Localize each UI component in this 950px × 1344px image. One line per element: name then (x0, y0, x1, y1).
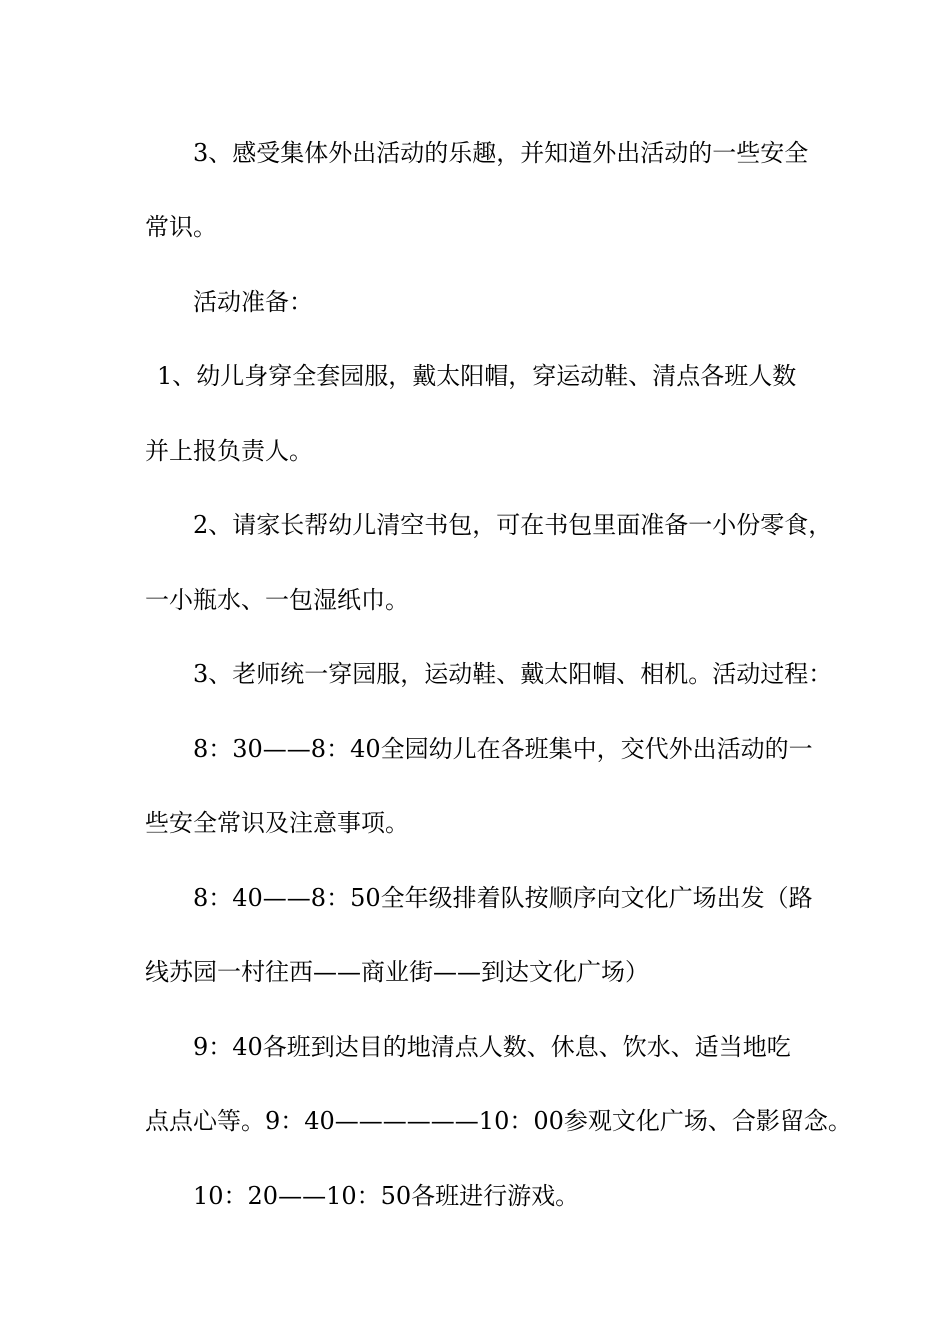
preparation-heading: 活动准备： (193, 288, 313, 316)
prep-1-line-1: 1、幼儿身穿全套园服，戴太阳帽，穿运动鞋、清点各班人数 (157, 362, 797, 390)
prep-2-line-2: 一小瓶水、一包湿纸巾。 (145, 586, 409, 614)
prep-2-line-1: 2、请家长帮幼儿清空书包，可在书包里面准备一小份零食， (193, 511, 833, 539)
prep-3-line: 3、老师统一穿园服，运动鞋、戴太阳帽、相机。活动过程： (193, 660, 833, 688)
schedule-1-line-2: 些安全常识及注意事项。 (145, 809, 409, 837)
goal-3-line-1: 3、感受集体外出活动的乐趣，并知道外出活动的一些安全 (193, 139, 809, 167)
schedule-2-line-2: 线苏园一村往西——商业街——到达文化广场） (145, 958, 649, 986)
schedule-2-line-1: 8：40——8：50全年级排着队按顺序向文化广场出发（路 (193, 884, 813, 912)
prep-1-line-2: 并上报负责人。 (145, 437, 313, 465)
schedule-1-line-1: 8：30——8：40全园幼儿在各班集中，交代外出活动的一 (193, 735, 813, 763)
schedule-3-line-1: 9：40各班到达目的地清点人数、休息、饮水、适当地吃 (193, 1033, 791, 1061)
goal-3-line-2: 常识。 (145, 213, 217, 241)
schedule-3-line-2: 点点心等。9：40——————10：00参观文化广场、合影留念。 (145, 1107, 852, 1135)
schedule-4-line: 10：20——10：50各班进行游戏。 (193, 1182, 580, 1210)
